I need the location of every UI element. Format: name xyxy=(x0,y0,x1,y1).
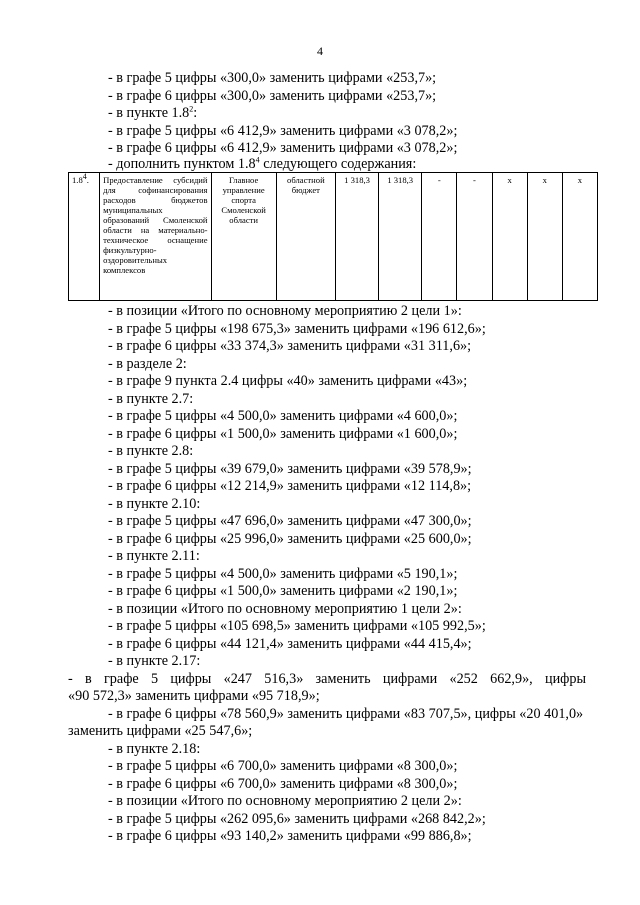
text-line: - в графе 6 цифры «25 996,0» заменить цифрами «25 600,0»; xyxy=(108,531,472,547)
text-line: - в пункте 2.17: xyxy=(108,653,201,669)
text-line: - в графе 5 цифры «4 500,0» заменить цифрами «4 600,0»; xyxy=(108,408,458,424)
text-line: - в графе 5 цифры «47 696,0» заменить цифрами «47 300,0»; xyxy=(108,513,472,529)
text-line: - в пункте 2.18: xyxy=(108,741,201,757)
text-line: - в графе 6 цифры «6 700,0» заменить цифрами «8 300,0»; xyxy=(108,776,458,792)
inserted-table xyxy=(68,172,598,301)
text-line: - в графе 5 цифры «6 412,9» заменить цифрами «3 078,2»; xyxy=(108,123,458,139)
text-line: - в графе 5 цифры «39 679,0» заменить цифрами «39 578,9»; xyxy=(108,461,472,477)
text-line: - в графе 5 цифры «262 095,6» заменить цифрами «268 842,2»; xyxy=(108,811,486,827)
text-line: - в позиции «Итого по основному мероприятию 2 цели 2»: xyxy=(108,793,462,809)
cell-year1: 1 318,3 xyxy=(379,173,422,301)
text-line: - дополнить пунктом $1.8^4$ следующего содержания: xyxy=(108,155,417,172)
cell-organization: Главное управление спорта Смоленской области xyxy=(211,173,276,301)
table-row xyxy=(69,173,598,301)
text-line: - в графе 6 цифры «33 374,3» заменить цифрами «31 311,6»; xyxy=(108,338,472,354)
text-line: - в графе 5 цифры «300,0» заменить цифрами «253,7»; xyxy=(108,70,437,86)
cell-description: Предоставление субсидий для софинансирования расходов бюджетов муниципальных образований Смоленской области на материально-техническое оснащение физкультурно-оздоровительных комплексов xyxy=(100,173,211,301)
text-line: - в графе 6 цифры «1 500,0» заменить цифрами «2 190,1»; xyxy=(108,583,458,599)
text-line-justified: - в графе 5 цифры «247 516,3» заменить цифрами «252 662,9», цифры xyxy=(68,671,586,687)
text-line: - в графе 5 цифры «6 700,0» заменить цифрами «8 300,0»; xyxy=(108,758,458,774)
cell-source: областной бюджет xyxy=(276,173,335,301)
text-line: - в графе 6 цифры «12 214,9» заменить цифрами «12 114,8»; xyxy=(108,478,472,494)
text-line: - в пункте 2.11: xyxy=(108,548,200,564)
text-line: - в графе 6 цифры «300,0» заменить цифрами «253,7»; xyxy=(108,88,437,104)
text-line: - в позиции «Итого по основному мероприятию 2 цели 1»: xyxy=(108,303,462,319)
text-line: - в графе 6 цифры «1 500,0» заменить цифрами «1 600,0»; xyxy=(108,426,458,442)
text-line: заменить цифрами «25 547,6»; xyxy=(68,723,253,739)
text-line: - в позиции «Итого по основному мероприятию 1 цели 2»: xyxy=(108,601,462,617)
text-line: «90 572,3» заменить цифрами «95 718,9»; xyxy=(68,688,320,704)
text-line: - в графе 6 цифры «78 560,9» заменить цифрами «83 707,5», цифры «20 401,0» xyxy=(108,706,584,722)
text-line: - в графе 6 цифры «93 140,2» заменить цифрами «99 886,8»; xyxy=(108,828,472,844)
text-line: - в графе 5 цифры «4 500,0» заменить цифрами «5 190,1»; xyxy=(108,566,458,582)
cell-year3: - xyxy=(457,173,492,301)
cell-c1: x xyxy=(492,173,527,301)
text-line: - в графе 5 цифры «198 675,3» заменить цифрами «196 612,6»; xyxy=(108,321,486,337)
text-line: - в графе 6 цифры «6 412,9» заменить цифрами «3 078,2»; xyxy=(108,140,458,156)
text-line: - в пункте 2.10: xyxy=(108,496,201,512)
cell-number: $1.8^4$. xyxy=(69,173,100,301)
cell-total: 1 318,3 xyxy=(335,173,378,301)
cell-year2: - xyxy=(422,173,457,301)
text-line: - в пункте 2.7: xyxy=(108,391,194,407)
text-line: - в графе 9 пункта 2.4 цифры «40» заменить цифрами «43»; xyxy=(108,373,468,389)
cell-c3: x xyxy=(562,173,597,301)
page-number: 4 xyxy=(317,44,323,58)
text-line: - в пункте 2.8: xyxy=(108,443,194,459)
text-line: - в графе 6 цифры «44 121,4» заменить цифрами «44 415,4»; xyxy=(108,636,472,652)
text-line: - в пункте $1.8^2$: xyxy=(108,104,198,121)
cell-c2: x xyxy=(527,173,562,301)
text-line: - в графе 5 цифры «105 698,5» заменить цифрами «105 992,5»; xyxy=(108,618,486,634)
text-line: - в разделе 2: xyxy=(108,356,187,372)
